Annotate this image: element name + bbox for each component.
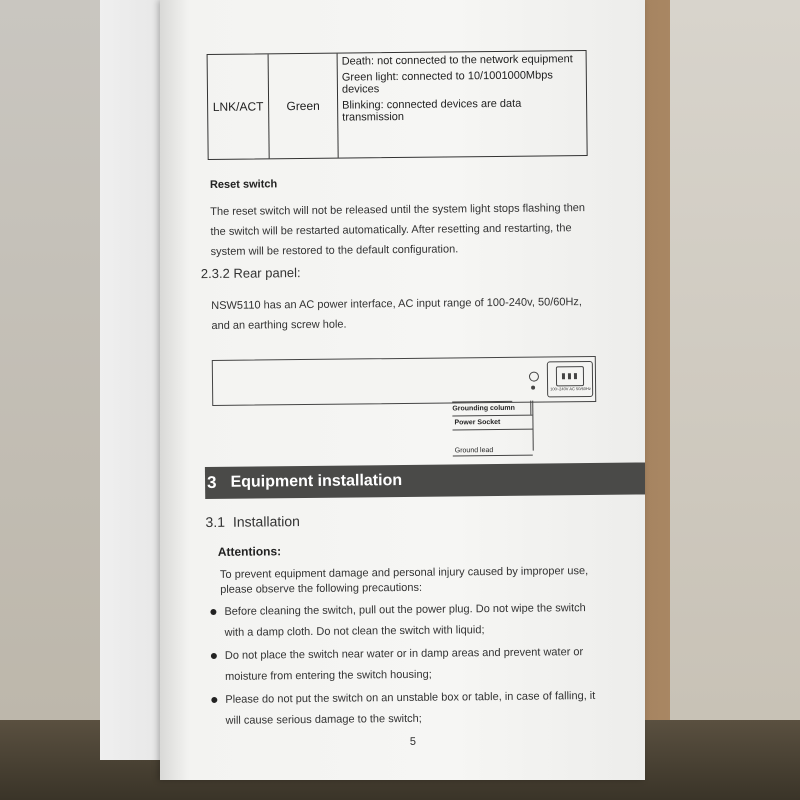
ground-lead-line: [532, 401, 534, 451]
grounding-column-label: Grounding column: [452, 404, 515, 413]
socket-pin-icon: [574, 373, 577, 379]
manual-page: [160, 0, 645, 780]
grounding-screw-icon: [529, 372, 539, 382]
table-cell-states: [342, 53, 583, 128]
power-socket-icon: [547, 361, 593, 397]
section-number: 3.1: [205, 513, 226, 531]
grounding-point-icon: [531, 386, 535, 390]
socket-rating-label: 100~240V AC 50/60Hz: [550, 386, 591, 392]
attentions-heading: Attentions:: [217, 544, 282, 559]
led-status-table: [207, 50, 588, 160]
rear-panel-paragraph: NSW5110 has an AC power interface, AC input range of 100-240v, 50/60Hz, and an earthing screw hole.: [211, 296, 583, 332]
section-heading: [205, 513, 300, 530]
socket-face: [556, 366, 584, 386]
bullet-icon: [210, 609, 216, 615]
chapter-number: 3: [206, 472, 217, 493]
page-number: 5: [409, 735, 416, 748]
list-item-text: Before cleaning the switch, pull out the power plug. Do not wipe the switch with a damp cloth. Do not clean the switch with liquid;: [224, 602, 586, 639]
table-cell-color: Green: [269, 54, 339, 159]
background-left: [0, 0, 110, 720]
list-item: [206, 598, 606, 644]
attentions-intro: To prevent equipment damage and personal injury caused by improper use, please observe the following precautions:: [219, 565, 589, 596]
callout-line: [530, 401, 531, 415]
callout-line: [453, 455, 533, 457]
callout-line: [453, 429, 533, 431]
section-title: Installation: [232, 513, 300, 530]
list-item: [207, 686, 607, 732]
rear-panel-diagram: [212, 356, 596, 406]
state-item: Green light: connected to 10/1001000Mbps devices: [341, 69, 553, 96]
bullet-icon: [211, 653, 217, 659]
socket-pin-icon: [568, 373, 571, 379]
callout-line: [452, 415, 532, 417]
socket-pin-icon: [562, 373, 565, 379]
reset-heading: Reset switch: [209, 178, 278, 191]
power-socket-label: Power Socket: [454, 418, 501, 427]
bullet-icon: [211, 697, 217, 703]
precautions-list: [206, 598, 607, 734]
rear-panel-heading: 2.3.2 Rear panel:: [200, 265, 301, 282]
chapter-heading: [205, 462, 645, 499]
background-right: [670, 0, 800, 720]
ground-lead-label: Ground lead: [454, 447, 494, 455]
list-item: [207, 642, 607, 688]
reset-paragraph: The reset switch will not be released until the system light stops flashing then the switch will be restarted automatically. After resetting and restarting, the system will be restored to the default configuration.: [210, 202, 586, 258]
state-item: Blinking: connected devices are data transmission: [342, 97, 522, 124]
list-item-text: Do not place the switch near water or in damp areas and prevent water or moisture from entering the switch housing;: [224, 646, 584, 683]
state-item: Death: not connected to the network equipment: [341, 53, 573, 68]
chapter-title: Equipment installation: [230, 471, 403, 491]
table-cell-port: LNK/ACT: [208, 54, 270, 159]
list-item-text: Please do not put the switch on an unstable box or table, in case of falling, it will cause serious damage to the switch;: [225, 689, 596, 727]
